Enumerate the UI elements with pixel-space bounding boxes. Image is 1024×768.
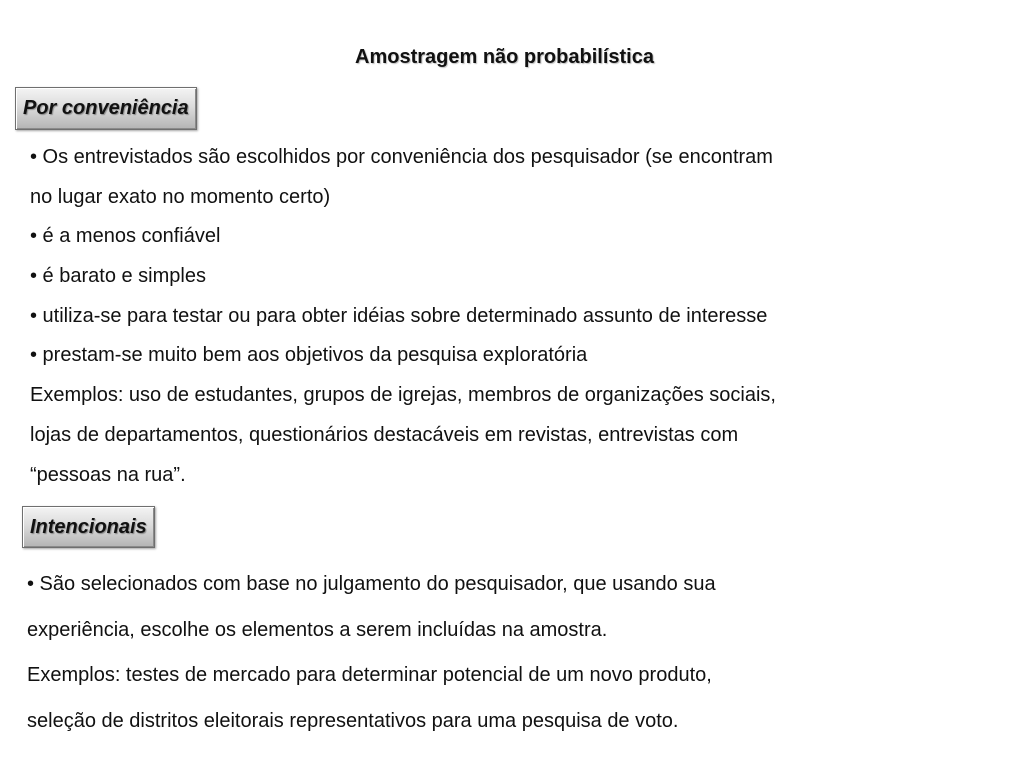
bullet-item: • utiliza-se para testar ou para obter idéias sobre determinado assunto de interesse [30, 304, 768, 327]
examples-line: seleção de distritos eleitorais representativos para uma pesquisa de voto. [27, 710, 679, 733]
section-heading-label: Intencionais [30, 515, 147, 538]
section-body-intencionais [27, 562, 716, 745]
section-heading-conveniencia [15, 87, 197, 130]
section-heading-intencionais [22, 506, 155, 548]
slide-title: Amostragem não probabilística [355, 46, 654, 68]
examples-line: “pessoas na rua”. [30, 463, 186, 486]
text-line: • Os entrevistados são escolhidos por conveniência dos pesquisador (se encontram [30, 146, 773, 168]
examples-line: lojas de departamentos, questionários destacáveis em revistas, entrevistas com [30, 423, 739, 446]
text-line: no lugar exato no momento certo) [30, 185, 331, 208]
text-line: experiência, escolhe os elementos a serem incluídas na amostra. [27, 618, 608, 641]
bullet-item: • é barato e simples [30, 265, 206, 288]
bullet-item: • é a menos confiável [30, 225, 221, 248]
bullet-item: • prestam-se muito bem aos objetivos da pesquisa exploratória [30, 344, 588, 367]
examples-line: Exemplos: uso de estudantes, grupos de igrejas, membros de organizações sociais, [30, 384, 776, 407]
section-body-conveniencia [30, 138, 776, 495]
section-heading-label: Por conveniência [23, 97, 189, 119]
bullet-item: • São selecionados com base no julgamento do pesquisador, que usando sua [27, 573, 716, 595]
examples-line: Exemplos: testes de mercado para determinar potencial de um novo produto, [27, 664, 712, 687]
